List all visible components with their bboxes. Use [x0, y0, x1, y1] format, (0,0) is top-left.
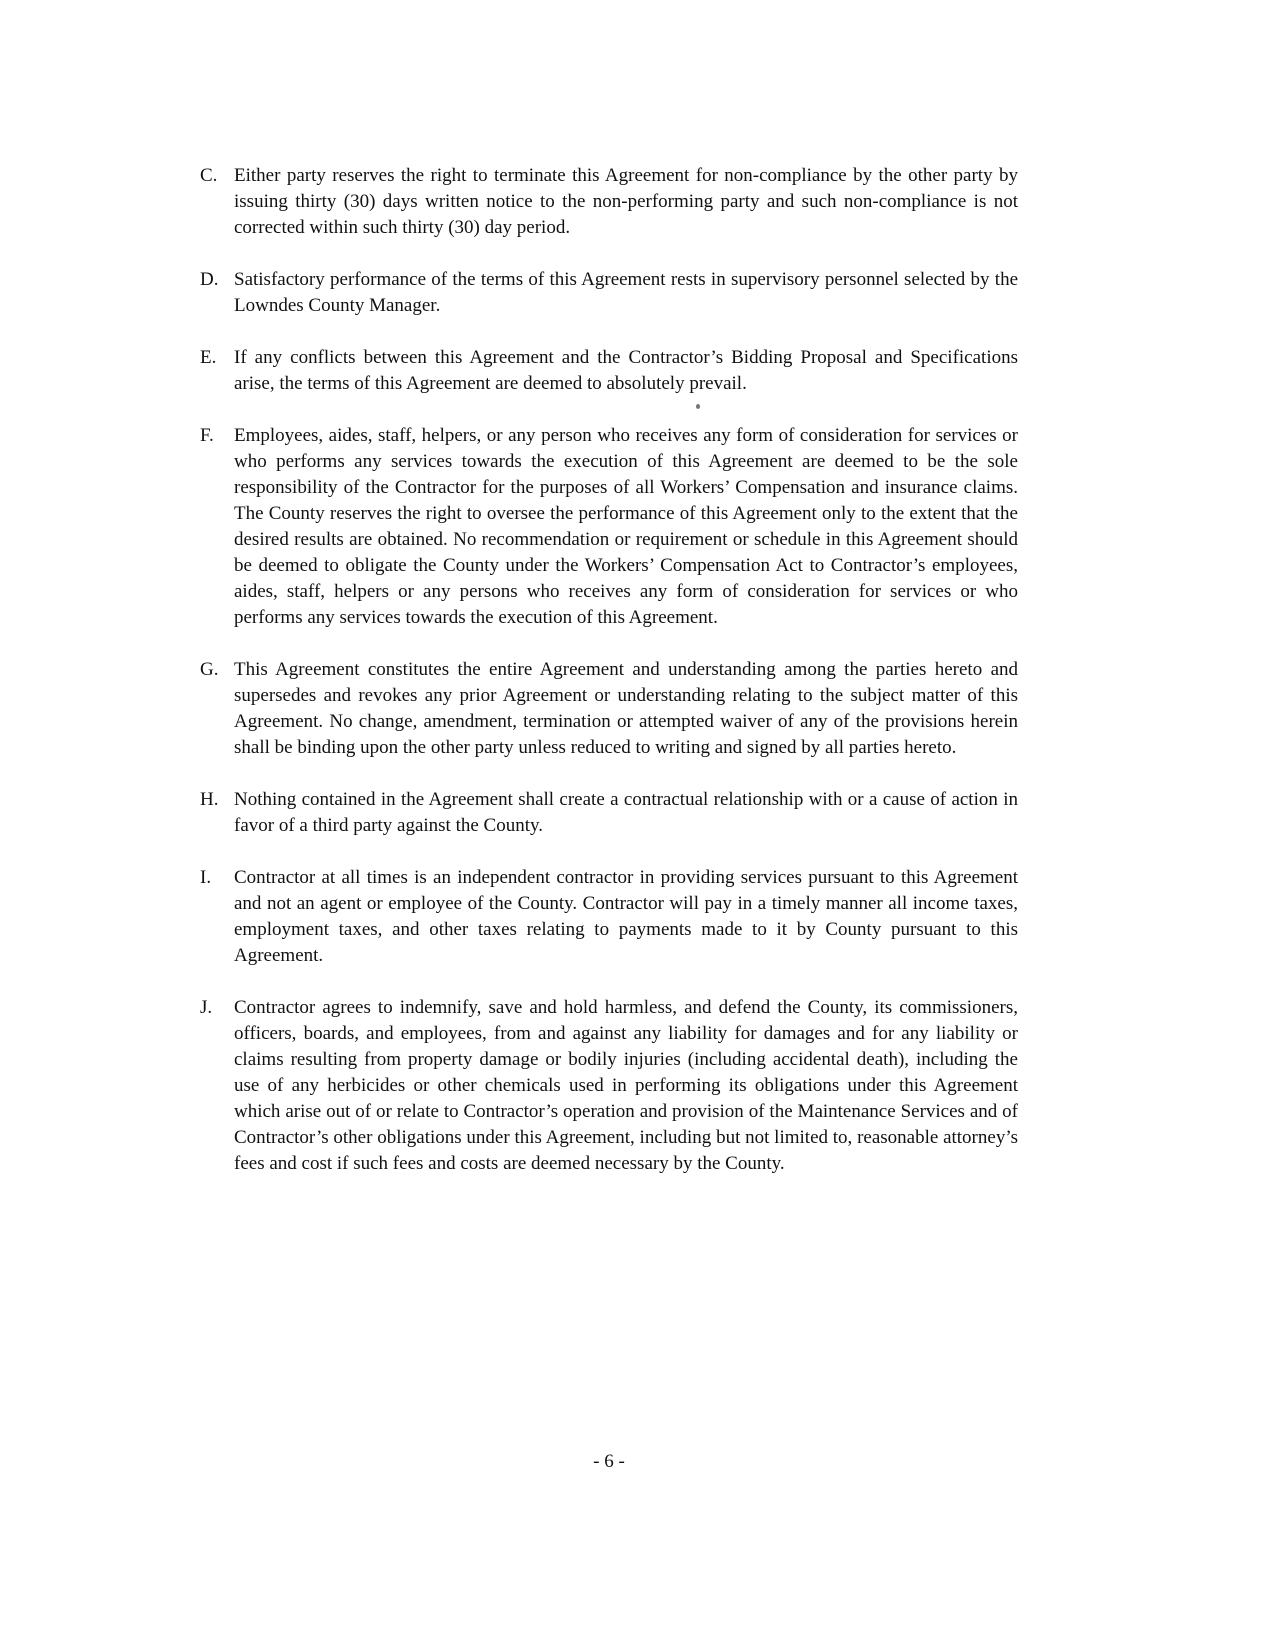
paragraph-text: Employees, aides, staff, helpers, or any person who receives any form of consideration for services or who performs any services towards the execution of this Agreement are deemed to be the sole responsibility of the Contractor for the purposes of all Workers’ Compensation and insurance claims. The County reserves the right to oversee the performance of this Agreement only to the extent that the desired results are obtained. No recommendation or requirement or schedule in this Agreement should be deemed to obligate the County under the Workers’ Compensation Act to Contractor’s employees, aides, staff, helpers or any persons who receives any form of consideration for services or who performs any services towards the execution of this Agreement. — [234, 425, 1018, 628]
paragraph-f — [200, 423, 1018, 631]
paragraph-label: J. — [200, 997, 213, 1018]
paragraph-text: Contractor agrees to indemnify, save and hold harmless, and defend the County, its commissioners, officers, boards, and employees, from and against any liability for damages and for any liability or claims resulting from property damage or bodily injuries (including accidental death), including the use of any herbicides or other chemicals used in performing its obligations under this Agreement which arise out of or relate to Contractor’s operation and provision of the Maintenance Services and of Contractor’s other obligations under this Agreement, including but not limited to, reasonable attorney’s fees and cost if such fees and costs are deemed necessary by the County. — [234, 997, 1018, 1174]
page-number: - 6 - — [593, 1451, 625, 1472]
paragraph-i — [200, 865, 1018, 969]
paragraph-label: I. — [200, 867, 212, 888]
paragraph-e — [200, 345, 1018, 397]
paragraph-label: D. — [200, 269, 219, 290]
paragraph-c — [200, 163, 1018, 241]
paragraph-text: Contractor at all times is an independent contractor in providing services pursuant to this Agreement and not an agent or employee of the County. Contractor will pay in a timely manner all income taxes, employment taxes, and other taxes relating to payments made to it by County pursuant to this Agreement. — [234, 867, 1018, 966]
paragraph-label: H. — [200, 789, 219, 810]
paragraph-label: G. — [200, 659, 219, 680]
paragraph-j — [200, 995, 1018, 1177]
paragraph-text: Satisfactory performance of the terms of this Agreement rests in supervisory personnel selected by the Lowndes County Manager. — [234, 269, 1018, 316]
paragraph-label: E. — [200, 347, 217, 368]
scan-artifact — [696, 404, 700, 409]
paragraph-text: Either party reserves the right to terminate this Agreement for non-compliance by the other party by issuing thirty (30) days written notice to the non-performing party and such non-compliance is not corrected within such thirty (30) day period. — [234, 165, 1018, 238]
paragraph-d — [200, 267, 1018, 319]
paragraph-text: This Agreement constitutes the entire Agreement and understanding among the parties hereto and supersedes and revokes any prior Agreement or understanding relating to the subject matter of this Agreement. No change, amendment, termination or attempted waiver of any of the provisions herein shall be binding upon the other party unless reduced to writing and signed by all parties hereto. — [234, 659, 1018, 758]
document-body — [200, 163, 1018, 1203]
paragraph-text: Nothing contained in the Agreement shall create a contractual relationship with or a cause of action in favor of a third party against the County. — [234, 789, 1018, 836]
paragraph-h — [200, 787, 1018, 839]
paragraph-label: C. — [200, 165, 218, 186]
paragraph-text: If any conflicts between this Agreement and the Contractor’s Bidding Proposal and Specifications arise, the terms of this Agreement are deemed to absolutely prevail. — [234, 347, 1018, 394]
paragraph-g — [200, 657, 1018, 761]
paragraph-label: F. — [200, 425, 214, 446]
